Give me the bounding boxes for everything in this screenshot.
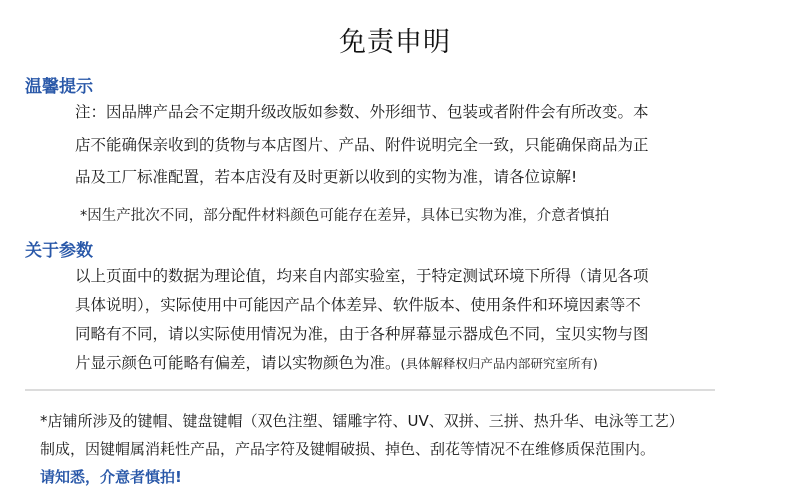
paragraph-line: 以上页面中的数据为理论值，均来自内部实验室，于特定测试环境下所得（请见各项 xyxy=(75,267,649,285)
paragraph-line: *店铺所涉及的键帽、键盘键帽（双色注塑、镭雕字符、UV、双拼、三拼、热升华、电泳等工艺） xyxy=(40,412,684,430)
paragraph-line: 注：因品牌产品会不定期升级改版如参数、外形细节、包装或者附件会有所改变。本 xyxy=(75,103,649,121)
interpretation-rights-note: (具体解释权归产品内部研究室所有) xyxy=(400,356,598,371)
paragraph-line: 店不能确保亲收到的货物与本店图片、产品、附件说明完全一致，只能确保商品为正 xyxy=(75,135,649,154)
paragraph-line xyxy=(75,349,765,378)
paragraph-line: 制成，因键帽属消耗性产品，产品字符及键帽破损、掉色、刮花等情况不在维修质保范围内。 xyxy=(40,440,656,458)
paragraph-line-main: 片显示颜色可能略有偏差，请以实物颜色为准。 xyxy=(75,354,401,372)
section-divider xyxy=(25,389,715,391)
section-heading-tips: 温馨提示 xyxy=(25,77,93,97)
tips-paragraph xyxy=(75,96,765,194)
page-title: 免责申明 xyxy=(339,27,451,58)
keycap-disclaimer xyxy=(40,407,780,491)
batch-color-note: *因生产批次不同，部分配件材料颜色可能存在差异，具体已实物为准，介意者慎拍 xyxy=(80,208,610,224)
section-heading-parameters: 关于参数 xyxy=(25,241,93,261)
paragraph-line: 品及工厂标准配置，若本店没有及时更新以收到的实物为准，请各位谅解! xyxy=(75,168,578,186)
warning-text: 请知悉，介意者慎拍! xyxy=(40,468,182,486)
parameters-paragraph xyxy=(75,262,765,378)
paragraph-line: 具体说明），实际使用中可能因产品个体差异、软件版本、使用条件和环境因素等不 xyxy=(75,296,641,314)
paragraph-line: 同略有不同，请以实际使用情况为准，由于各种屏幕显示器成色不同，宝贝实物与图 xyxy=(75,325,649,343)
